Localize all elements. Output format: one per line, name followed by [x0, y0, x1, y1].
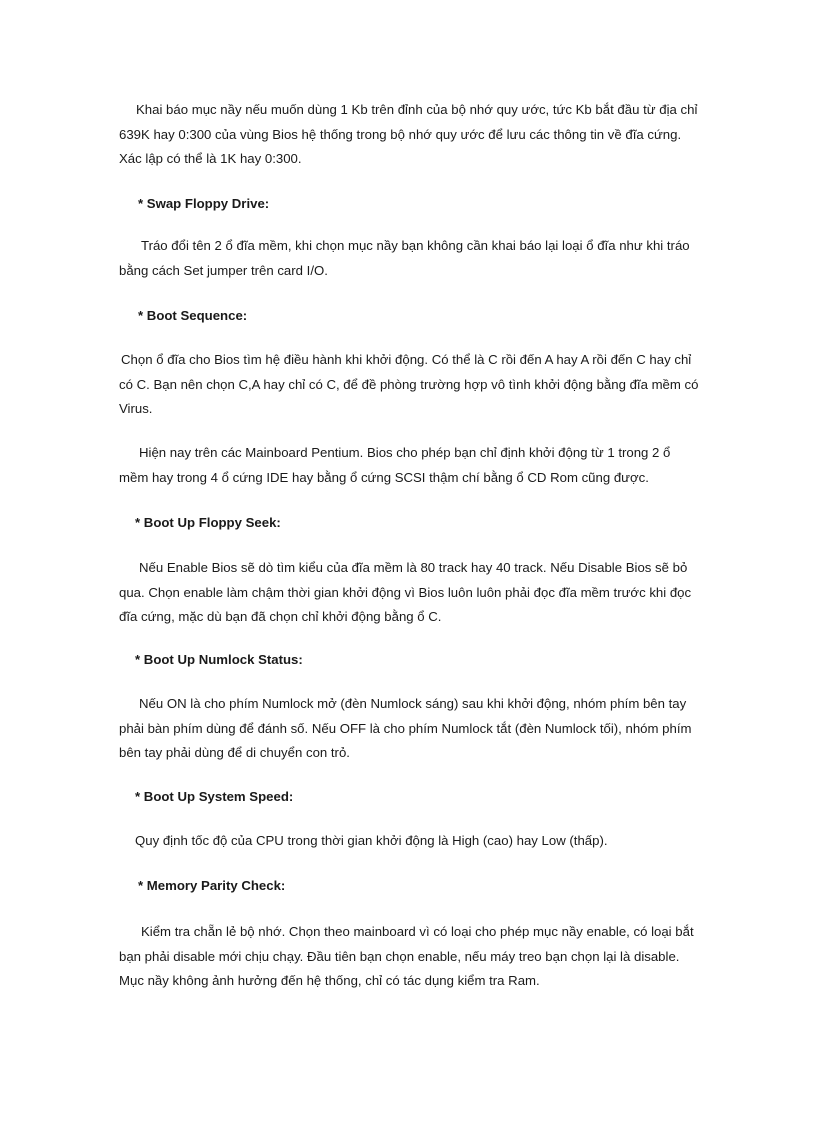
paragraph-boot-up-system-speed: Quy định tốc độ của CPU trong thời gian khởi động là High (cao) hay Low (thấp). — [135, 833, 608, 848]
heading-boot-up-numlock-status: * Boot Up Numlock Status: — [135, 652, 303, 667]
heading-boot-sequence: * Boot Sequence: — [138, 308, 248, 323]
paragraph-boot-up-numlock-status: Nếu ON là cho phím Numlock mở (đèn Numlock sáng) sau khi khởi động, nhóm phím bên tay phải bàn phím dùng để đánh số. Nếu OFF là cho phím Numlock tắt (đèn Numlock tối), nhóm phím bên tay phải dùng để di chuyển con trỏ. — [119, 696, 692, 760]
heading-boot-up-floppy-seek: * Boot Up Floppy Seek: — [135, 515, 281, 530]
heading-swap-floppy-drive: * Swap Floppy Drive: — [138, 196, 270, 211]
paragraph-kb-reserve: Khai báo mục nầy nếu muốn dùng 1 Kb trên đỉnh của bộ nhớ quy ước, tức Kb bắt đầu từ địa chỉ 639K hay 0:300 của vùng Bios hệ thống trong bộ nhớ quy ước để lưu các thông tin về đĩa cứng. Xác lập có thể là 1K hay 0:300. — [119, 102, 698, 166]
paragraph-boot-up-floppy-seek: Nếu Enable Bios sẽ dò tìm kiểu của đĩa mềm là 80 track hay 40 track. Nếu Disable Bios sẽ bỏ qua. Chọn enable làm chậm thời gian khởi động vì Bios luôn luôn phải đọc đĩa mềm trước khi đọc đĩa cứng, mặc dù bạn đã chọn chỉ khởi động bằng ổ C. — [119, 560, 692, 624]
paragraph-memory-parity-check: Kiểm tra chẵn lẻ bộ nhớ. Chọn theo mainboard vì có loại cho phép mục nầy enable, có loại bắt bạn phải disable mới chịu chạy. Đầu tiên bạn chọn enable, nếu máy treo bạn chọn lại là disable. Mục nầy không ảnh hưởng đến hệ thống, chỉ có tác dụng kiểm tra Ram. — [119, 924, 694, 988]
paragraph-swap-floppy-drive: Tráo đổi tên 2 ổ đĩa mềm, khi chọn mục nầy bạn không cần khai báo lại loại ổ đĩa như khi tráo bằng cách Set jumper trên card I/O. — [119, 238, 690, 278]
paragraph-boot-sequence: Chọn ổ đĩa cho Bios tìm hệ điều hành khi khởi động. Có thể là C rồi đến A hay A rồi đến C hay chỉ có C. Bạn nên chọn C,A hay chỉ có C, để đề phòng trường hợp vô tình khởi động bằng đĩa mềm có Virus. — [119, 352, 699, 416]
heading-boot-up-system-speed: * Boot Up System Speed: — [135, 789, 294, 804]
heading-memory-parity-check: * Memory Parity Check: — [138, 878, 286, 893]
paragraph-boot-devices: Hiện nay trên các Mainboard Pentium. Bios cho phép bạn chỉ định khởi động từ 1 trong 2 ổ mềm hay trong 4 ổ cứng IDE hay bằng ổ cứng SCSI thậm chí bằng ổ CD Rom cũng được. — [119, 445, 671, 485]
